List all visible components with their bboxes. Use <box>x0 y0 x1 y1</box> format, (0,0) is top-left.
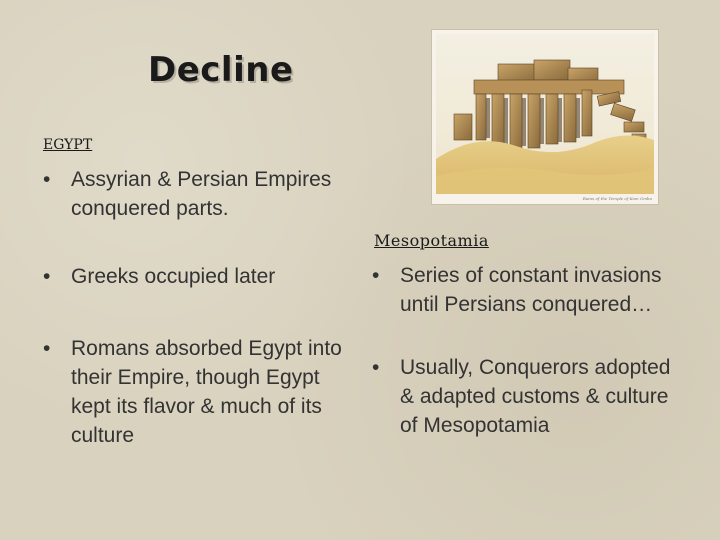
egypt-bullet-item: • Romans absorbed Egypt into their Empire, though Egypt kept its flavor & much of its culture <box>43 334 353 450</box>
temple-ruins-painting <box>432 30 658 204</box>
egypt-bullet-item: • Assyrian & Persian Empires conquered parts. <box>43 165 343 223</box>
mesopotamia-bullet-list <box>372 261 672 440</box>
painting-caption: Ruins of the Temple of Kom Ombo <box>582 196 652 201</box>
temple-ruins-illustration <box>436 34 654 194</box>
egypt-bullet-list-top <box>43 165 343 223</box>
mesopotamia-section-label: Mesopotamia <box>374 231 489 250</box>
egypt-bullet-list-bottom <box>43 262 353 450</box>
mesopotamia-bullet-item: • Usually, Conquerors adopted & adapted customs & culture of Mesopotamia <box>372 353 672 440</box>
slide-title: Decline <box>148 50 294 90</box>
egypt-section-label: EGYPT <box>43 137 93 153</box>
mesopotamia-bullet-item: • Series of constant invasions until Persians conquered… <box>372 261 672 319</box>
egypt-bullet-item: • Greeks occupied later <box>43 262 353 291</box>
